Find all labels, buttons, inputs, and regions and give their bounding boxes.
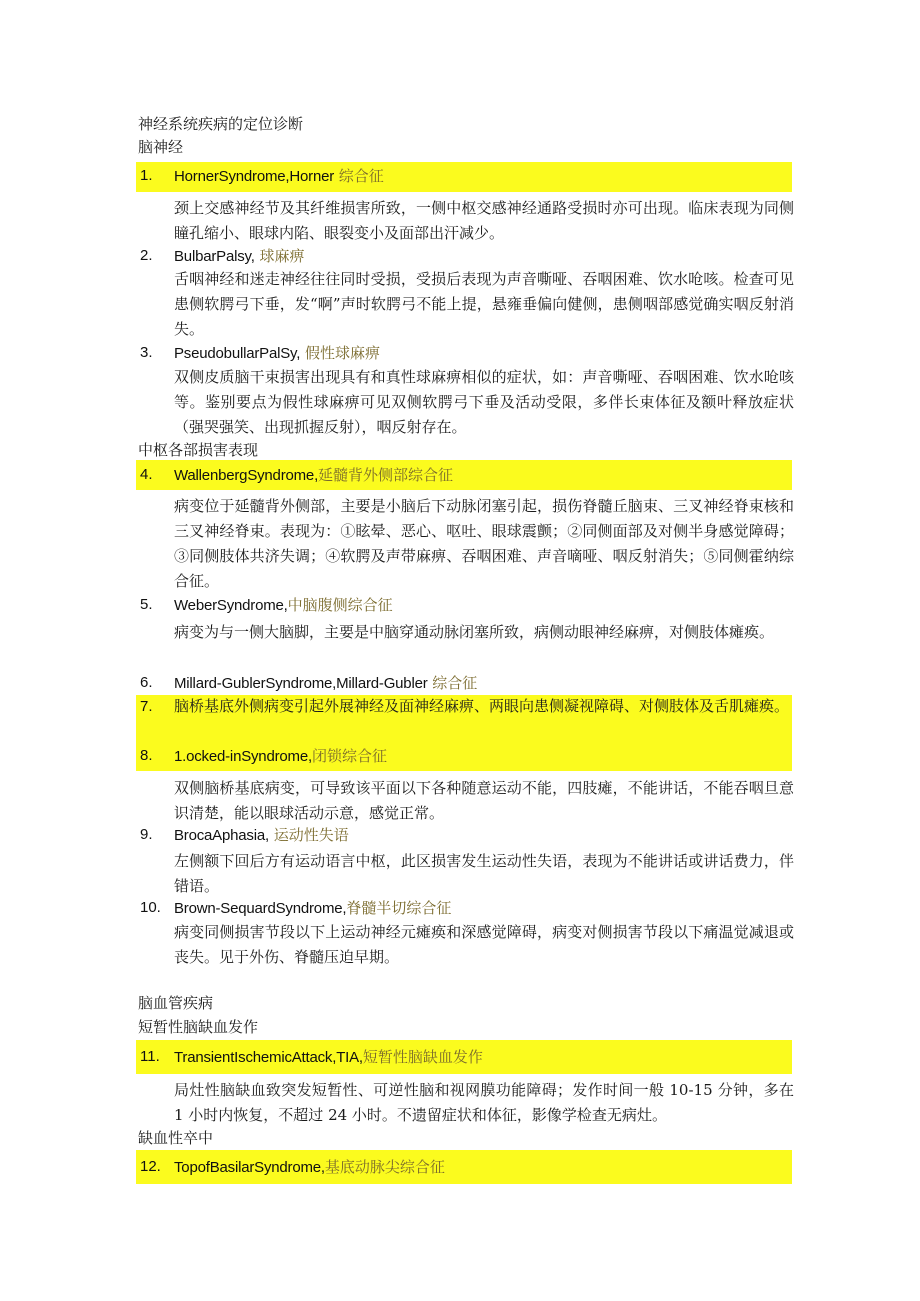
list-item (136, 340, 792, 366)
item-chinese-title: 运动性失语 (268, 826, 349, 844)
item-chinese-title: 基底动脉尖综合征 (324, 1158, 445, 1176)
list-item (136, 162, 792, 192)
item-english-title: WallenbergSyndrome, (174, 467, 319, 484)
item-number: 5. (140, 596, 153, 613)
item-number: 1. (140, 167, 153, 184)
item-chinese-title: 延髓背外侧部综合征 (318, 466, 454, 484)
item-number: 11. (140, 1048, 160, 1065)
item-description: 病变同侧损害节段以下上运动神经元瘫痪和深感觉障碍，病变对侧损害节段以下痛温觉减退或丧失。见于外伤、脊髓压迫早期。 (174, 923, 794, 966)
section-central-lesions: 中枢各部损害表现 (138, 441, 259, 459)
item-description: 病变位于延髓背外侧部，主要是小脑后下动脉闭塞引起，损伤脊髓丘脑束、三叉神经脊束核和三叉神经脊束。表现为：①眩晕、恶心、呕吐、眼球震颤；②同侧面部及对侧半身感觉障碍；③同侧肢体共济失调；④软腭及声带麻痹、吞咽困难、声音嘀哑、咽反射消失；⑤同侧霍纳综合征。 (174, 497, 794, 590)
item-chinese-title: 闭锁综合征 (311, 747, 387, 765)
list-item (136, 741, 792, 771)
item-number: 8. (140, 747, 153, 764)
item-chinese-title: 综合征 (334, 167, 384, 185)
item-description: 双侧脑桥基底病变，可导致该平面以下各种随意运动不能，四肢瘫，不能讲话，不能吞咽旦意识清楚，能以眼球活动示意，感觉正常。 (174, 779, 794, 822)
item-english-title: Millard-GublerSyndrome,Millard-Gubler (174, 675, 428, 692)
list-item (136, 460, 792, 490)
section-ischemic-stroke: 缺血性卒中 (138, 1129, 214, 1147)
item-description: 双侧皮质脑干束损害出现具有和真性球麻痹相似的症状，如：声音嘶哑、吞咽困难、饮水呛咳等。鉴别要点为假性球麻痹可见双侧软腭弓下垂及活动受限，多伴长束体征及额叶释放症状（强哭强笑、出现抓握反射），咽反射存在。 (174, 368, 794, 436)
item-chinese-title: 球麻痹 (254, 247, 305, 265)
list-item (136, 592, 792, 618)
item-chinese-title: 中脑腹侧综合征 (287, 596, 393, 614)
item-number: 7. (140, 698, 153, 715)
item-number: 6. (140, 674, 153, 691)
list-item (136, 1150, 792, 1184)
item-english-title: BulbarPalsy, (174, 248, 255, 265)
item-number: 2. (140, 247, 153, 264)
item-description: 病变为与一侧大脑脚，主要是中脑穿通动脉闭塞所致，病侧动眼神经麻痹，对侧肢体瘫痪。 (174, 623, 775, 641)
item-chinese-title: 综合征 (427, 674, 478, 692)
item-number: 10. (140, 899, 161, 916)
section-tia: 短暂性脑缺血发作 (138, 1018, 259, 1036)
item-chinese-title: 假性球麻痹 (300, 344, 380, 362)
item-english-title: HornerSyndrome,Horner (174, 168, 335, 185)
doc-title: 神经系统疾病的定位诊断 (138, 115, 304, 133)
list-item (136, 695, 792, 741)
list-item (136, 670, 792, 696)
item-description: 局灶性脑缺血致突发短暂性、可逆性脑和视网膜功能障碍；发作时间一般 10-15 分钟，多在 1 小时内恢复，不超过 24 小时。不遗留症状和体征，影像学检查无病灶。 (174, 1081, 794, 1124)
list-item (136, 822, 792, 848)
item-number: 12. (140, 1158, 161, 1175)
item-number: 9. (140, 826, 153, 843)
list-item (136, 895, 792, 921)
item-chinese-title: 短暂性脑缺血发作 (362, 1048, 483, 1066)
section-cranial-nerves: 脑神经 (138, 138, 184, 156)
item-full-text: 脑桥基底外侧病变引起外展神经及面神经麻痹、两眼向患侧凝视障碍、对侧肢体及舌肌瘫痪。 (174, 697, 790, 715)
item-english-title: WeberSyndrome, (174, 597, 288, 614)
list-item (136, 243, 792, 269)
item-chinese-title: 脊髓半切综合征 (346, 899, 452, 917)
item-number: 4. (140, 466, 153, 483)
item-description: 舌咽神经和迷走神经往往同时受损，受损后表现为声音嘶哑、吞咽困难、饮水呛咳。检查可见患侧软腭弓下垂，发“啊”声时软腭弓不能上提，悬雍垂偏向健侧，患侧咽部感觉确实咽反射消失。 (174, 270, 794, 338)
list-item (136, 1040, 792, 1074)
item-english-title: BrocaAphasia, (174, 827, 269, 844)
item-english-title: Brown-SequardSyndrome, (174, 900, 347, 917)
item-number: 3. (140, 344, 153, 361)
item-english-title: TransientIschemicAttack,TIA, (174, 1049, 363, 1066)
section-cerebrovascular: 脑血管疾病 (138, 994, 214, 1012)
item-description: 左侧额下回后方有运动语言中枢，此区损害发生运动性失语，表现为不能讲话或讲话费力，伴错语。 (174, 852, 794, 895)
item-english-title: 1.ocked-inSyndrome, (174, 748, 312, 765)
item-description: 颈上交感神经节及其纤维损害所致，一侧中枢交感神经通路受损时亦可出现。临床表现为同侧瞳孔缩小、眼球内陷、眼裂变小及面部出汗减少。 (174, 199, 794, 242)
item-english-title: TopofBasilarSyndrome, (174, 1159, 325, 1176)
item-english-title: PseudobullarPalSy, (174, 345, 301, 362)
